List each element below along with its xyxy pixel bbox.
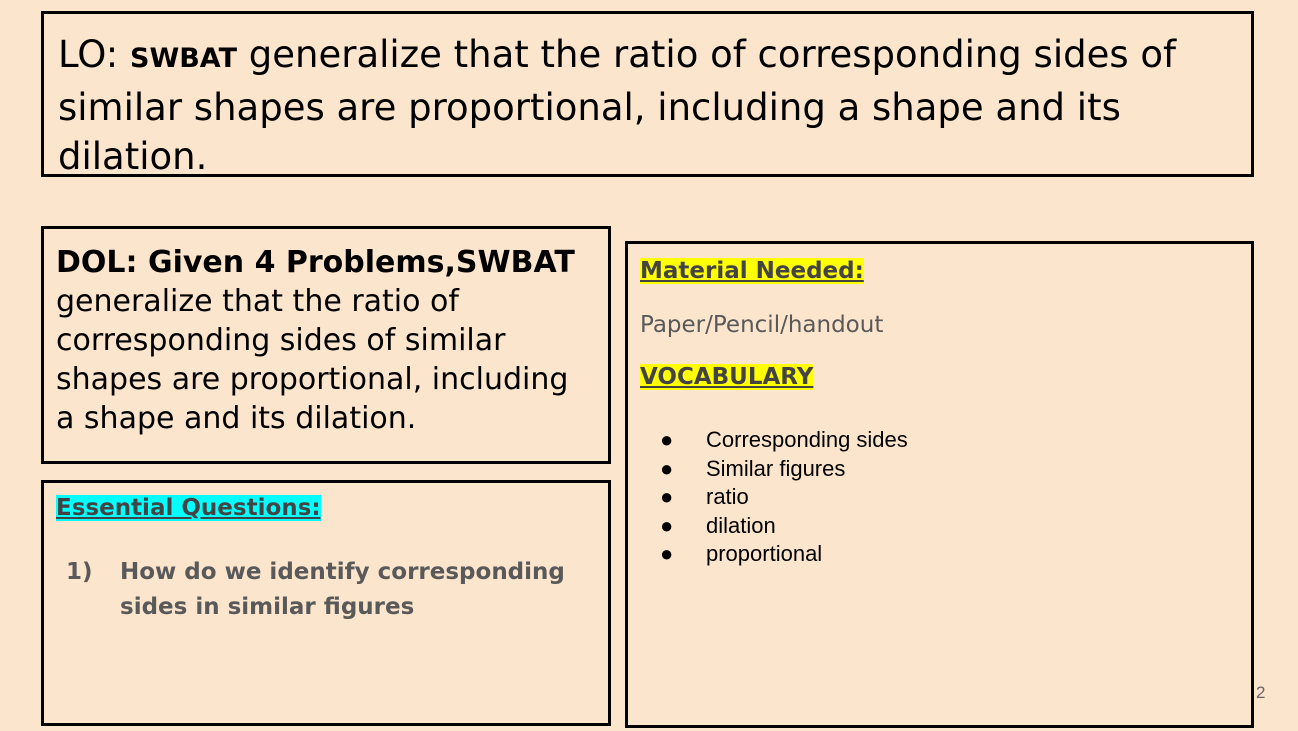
bullet-icon: ● <box>660 427 674 452</box>
dol-body: generalize that the ratio of corresponding sides of similar shapes are proportional, including a shape and its dilation. <box>56 284 569 436</box>
dol-heading: DOL: Given 4 Problems,SWBAT <box>56 245 575 280</box>
vocab-term: proportional <box>706 541 823 566</box>
dol-box <box>41 226 611 464</box>
materials-box <box>625 241 1254 728</box>
bullet-icon: ● <box>660 512 674 538</box>
lo-prefix: LO: <box>58 33 119 76</box>
essential-questions-heading: Essential Questions: <box>56 495 321 521</box>
page-number: 2 <box>1256 683 1266 702</box>
lo-swbat: SWBAT <box>130 43 238 74</box>
list-item <box>56 555 596 625</box>
question-text: How do we identify corresponding sides in similar figures <box>120 559 565 620</box>
bullet-icon: ● <box>660 541 674 566</box>
list-item <box>640 483 1239 512</box>
essential-questions-box <box>41 480 611 726</box>
lo-body: generalize that the ratio of corresponding sides of similar shapes are proportional, including a shape and its dilation. <box>58 33 1177 178</box>
learning-objective-box <box>41 11 1254 177</box>
bullet-icon: ● <box>660 455 674 481</box>
vocab-term: Corresponding sides <box>706 427 908 452</box>
learning-objective-text <box>58 30 1237 181</box>
list-item <box>640 512 1239 541</box>
vocab-term: Similar figures <box>706 455 846 481</box>
essential-questions-list <box>56 555 596 625</box>
vocab-term: dilation <box>706 512 776 538</box>
list-item <box>640 455 1239 484</box>
question-number: 1) <box>66 559 93 585</box>
vocabulary-heading: VOCABULARY <box>640 364 814 390</box>
materials-heading: Material Needed: <box>640 258 864 284</box>
list-item <box>640 426 1239 455</box>
list-item <box>640 540 1239 569</box>
vocab-term: ratio <box>706 484 749 509</box>
materials-text: Paper/Pencil/handout <box>640 312 884 338</box>
dol-text <box>56 243 596 438</box>
vocabulary-list <box>640 426 1239 569</box>
bullet-icon: ● <box>660 484 674 509</box>
